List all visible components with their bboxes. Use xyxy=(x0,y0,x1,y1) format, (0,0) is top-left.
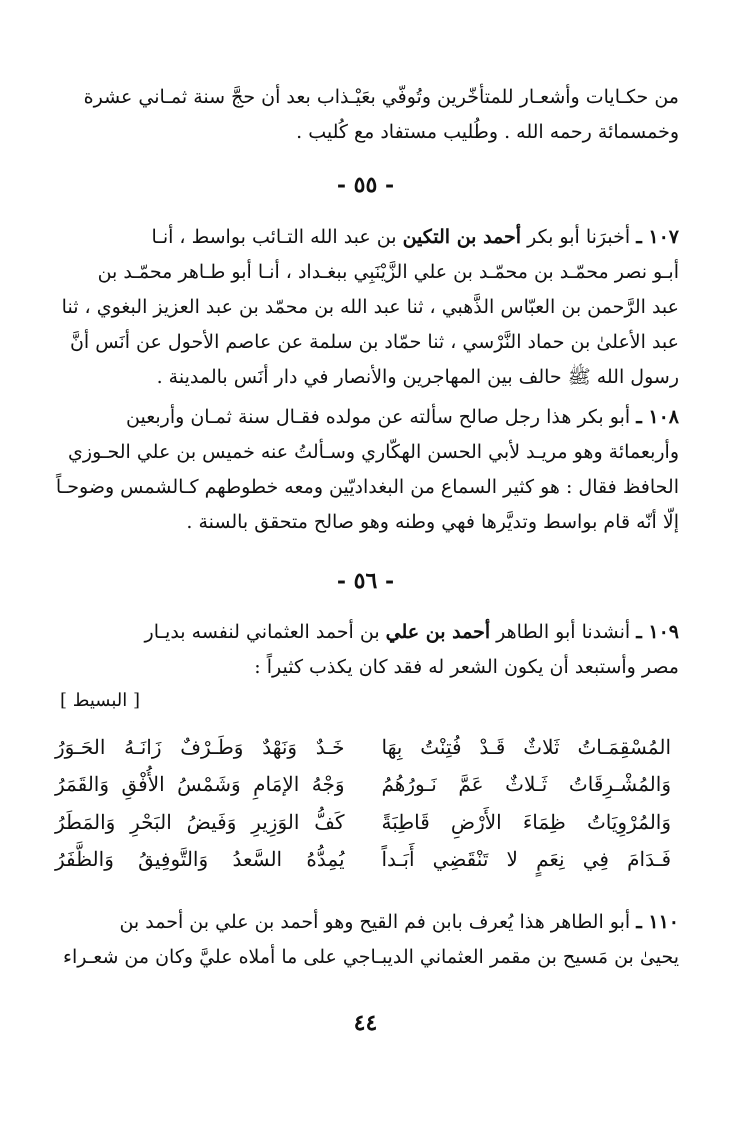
verse-first-hemistich: وَالمُشْـرِقَاتُ ثَـلاثٌ عَمَّ نَـورُهُمُ xyxy=(381,772,671,796)
intro-line-2: وخمسمائة رحمه الله . وطُليب مستفاد مع كُليب . xyxy=(296,121,679,143)
poem-verse xyxy=(55,735,671,771)
entry-108-line-4: إلّا أنّه قام بواسط وتديَّرها فهي وطنه وهو صالح متحقق بالسنة . xyxy=(186,511,679,533)
entry-110-line-2: يحيىٰ بن مَسيح بن مقمر العثماني الديبـاجي على ما أملاه عليَّ وكان من شعـراء xyxy=(63,946,679,968)
entry-109-line-2: مصر وأستبعد أن يكون الشعر له فقد كان يكذب كثيراً : xyxy=(254,656,679,678)
person-name: أحمد بن علي xyxy=(385,621,491,643)
entry-108-line-3: الحافظ فقال : هو كثير السماع من البغداديّين ومعه خطوطهم كـالشمس وضوحـاً xyxy=(55,476,679,498)
entry-109 xyxy=(42,615,679,685)
verse-first-hemistich: وَالمُرْوِيَاتُ ظِمَاءَ الأَرْضِ قَاطِبَةً xyxy=(381,810,671,834)
entry-number: ١٠٧ ـ xyxy=(636,226,679,248)
poem-verse xyxy=(55,847,671,883)
person-name: أحمد بن التكين xyxy=(402,226,522,248)
page-number: ٤٤ xyxy=(353,1010,378,1036)
entry-107 xyxy=(42,220,679,395)
poem-meter-label: [ البسيط ] xyxy=(60,690,140,711)
entry-text: أخبرَنا أبو بكر xyxy=(527,226,631,248)
section-heading-56: - ٥٦ - xyxy=(336,568,395,594)
verse-first-hemistich: المُسْقِمَـاتُ ثَلاثٌ قَـدْ فُتِنْتُ بِهَا xyxy=(381,735,671,759)
verse-second-hemistich: كَفُّ الوَزِيرِ وَفَيضُ البَحْرِ وَالمَطَرُ xyxy=(55,810,345,834)
verse-second-hemistich: خَـدٌ وَنَهْدٌ وَطَـرْفٌ زَانَـهُ الحَـوَرُ xyxy=(55,735,345,759)
verse-second-hemistich: يُمِدُّهُ السَّعدُ وَالتَّوفِيقُ وَالظَّفَرُ xyxy=(55,847,345,871)
intro-line-1: من حكـايات وأشعـار للمتأخّرين وتُوفّي بعَيْـذاب بعد أن حجَّ سنة ثمـاني عشرة xyxy=(83,86,679,108)
entry-107-line-5: رسول الله ﷺ حالف بين المهاجرين والأنصار في دار أنَس بالمدينة . xyxy=(156,366,679,388)
entry-107-line-3: عبد الرَّحمن بن العبّاس الذَّهبي ، ثنا عبد الله بن محمّد بن عبد العزيز البغوي ، ثنا xyxy=(61,296,679,318)
entry-number: ١١٠ ـ xyxy=(636,911,679,933)
poem-verse xyxy=(55,810,671,846)
entry-107-line-1 xyxy=(42,220,679,255)
entry-107-line-2: أبـو نصر محمّـد بن محمّـد بن علي الزَّيْنَبِي ببغـداد ، أنـا أبو طـاهر محمّـد بن xyxy=(97,261,679,283)
entry-108 xyxy=(42,400,679,540)
entry-107-line-4: عبد الأعلىٰ بن حماد النَّرْسي ، ثنا حمّاد بن سلمة عن عاصم الأحول عن أنَس أنَّ xyxy=(69,331,679,353)
entry-text: بن أحمد العثماني لنفسه بديـار xyxy=(144,621,380,643)
entry-text: أبو الطاهر هذا يُعرف بابن فم القيح وهو أحمد بن علي بن أحمد بن xyxy=(119,911,631,933)
poem-verse xyxy=(55,772,671,808)
entry-110-line-1 xyxy=(42,905,679,940)
entry-number: ١٠٩ ـ xyxy=(636,621,679,643)
verse-first-hemistich: فَـدَامَ فِي نِعَمٍ لا تَنْقَضِي أَبَـداً xyxy=(381,847,671,871)
entry-108-line-2: وأربعمائة وهو مريـد لأبي الحسن الهكّاري وسـألتُ عنه خميس بن علي الحـوزي xyxy=(68,441,679,463)
entry-110 xyxy=(42,905,679,975)
verse-second-hemistich: وَجْهُ الإمَامِ وَشَمْسُ الأُفْقِ وَالقَمَرُ xyxy=(55,772,345,796)
entry-number: ١٠٨ ـ xyxy=(636,406,679,428)
entry-text: أبو بكر هذا رجل صالح سألته عن مولده فقـال سنة ثمـان وأربعين xyxy=(126,406,631,428)
section-heading-55: - ٥٥ - xyxy=(336,172,395,198)
entry-text: أنشدنا أبو الطاهر xyxy=(496,621,631,643)
intro-paragraph xyxy=(42,80,679,150)
entry-109-line-1 xyxy=(42,615,679,650)
entry-108-line-1 xyxy=(42,400,679,435)
entry-text: بن عبد الله التـائب بواسط ، أنـا xyxy=(151,226,397,248)
